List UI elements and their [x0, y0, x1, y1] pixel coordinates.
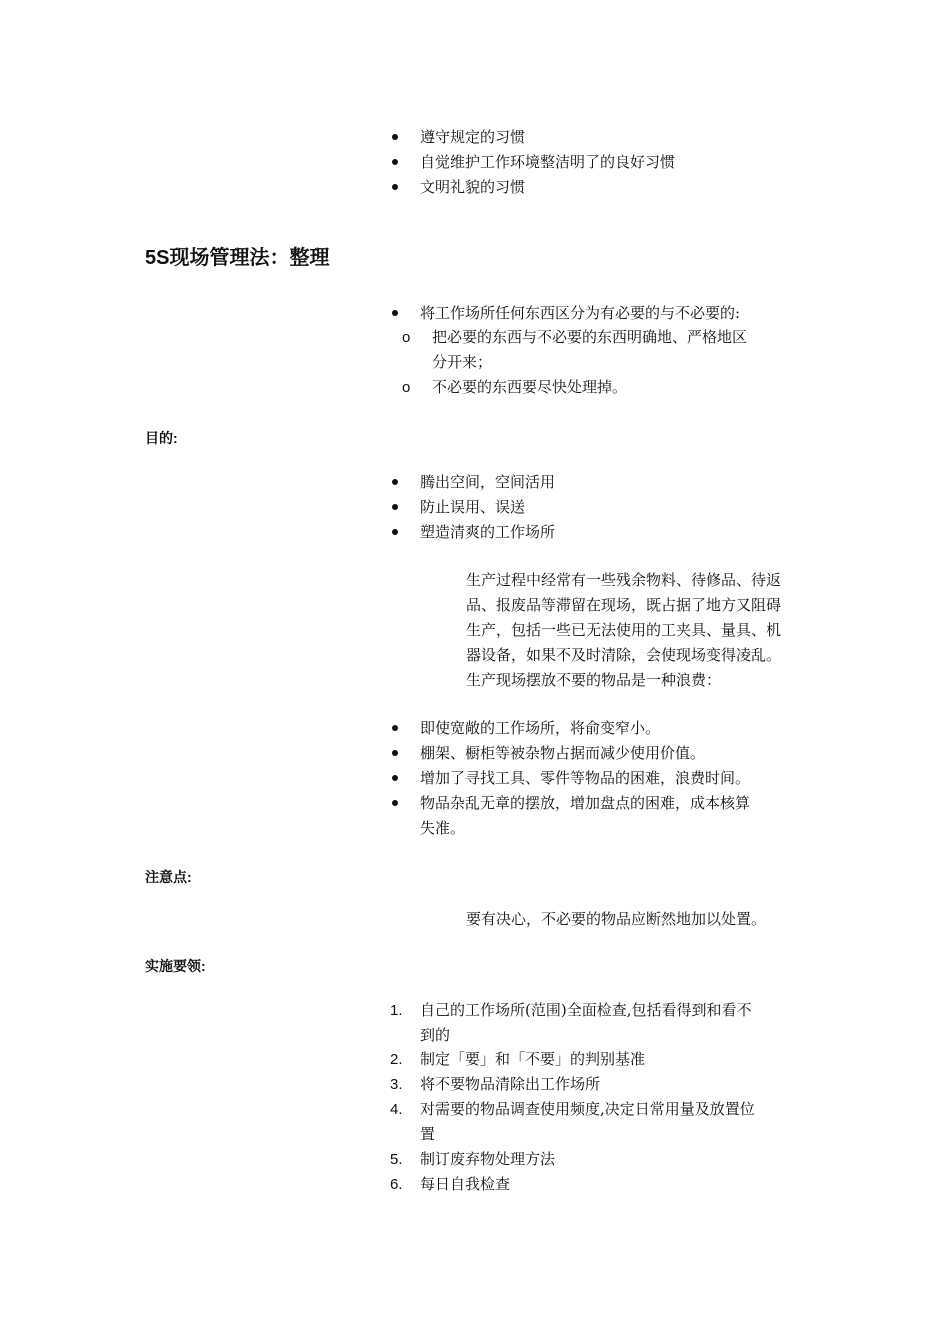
- step-text: 制定「要」和「不要」的判别基准: [420, 1050, 646, 1068]
- step-number: 2.: [390, 1051, 403, 1068]
- list-item: 防止误用、误送: [420, 498, 526, 516]
- list-item: 即使宽敞的工作场所，将俞变窄小。: [420, 719, 661, 737]
- list-item: 遵守规定的习惯: [420, 128, 526, 146]
- list-item: 物品杂乱无章的摆放，增加盘点的困难，成本核算: [420, 794, 751, 812]
- paragraph-line: 生产现场摆放不要的物品是一种浪费：: [466, 671, 722, 689]
- bullet-dot: [392, 159, 398, 165]
- bullet-dot: [392, 184, 398, 190]
- step-text-continuation: 置: [420, 1125, 436, 1143]
- bullet-dot: [392, 750, 398, 756]
- sub-bullet-marker: o: [402, 379, 411, 396]
- step-text: 制订废弃物处理方法: [420, 1150, 556, 1168]
- notes-text: 要有决心，不必要的物品应断然地加以处置。: [466, 910, 767, 928]
- step-text: 自己的工作场所(范围)全面检查,包括看得到和看不: [420, 1001, 752, 1019]
- list-item: 腾出空间，空间活用: [420, 473, 556, 491]
- paragraph-line: 生产，包括一些已无法使用的工夹具、量具、机: [466, 621, 782, 639]
- step-number: 6.: [390, 1176, 403, 1193]
- steps-label: 实施要领:: [145, 958, 206, 974]
- list-item: 塑造清爽的工作场所: [420, 523, 556, 541]
- list-item: 自觉维护工作环境整洁明了的良好习惯: [420, 153, 676, 171]
- step-number: 5.: [390, 1151, 403, 1168]
- purpose-label: 目的:: [145, 430, 178, 446]
- notes-label: 注意点:: [145, 869, 192, 885]
- step-text: 对需要的物品调查使用频度,决定日常用量及放置位: [420, 1100, 755, 1118]
- sub-item-continuation: 分开来；: [432, 353, 493, 371]
- list-item-continuation: 失准。: [420, 819, 466, 837]
- paragraph-line: 器设备，如果不及时清除，会使现场变得凌乱。: [466, 646, 782, 664]
- step-text: 每日自我检查: [420, 1175, 511, 1193]
- step-text: 将不要物品清除出工作场所: [420, 1075, 601, 1093]
- sub-item: 不必要的东西要尽快处理掉。: [432, 378, 628, 396]
- list-item: 增加了寻找工具、零件等物品的困难，浪费时间。: [420, 769, 751, 787]
- bullet-dot: [392, 310, 398, 316]
- list-item: 棚架、橱柜等被杂物占据而减少使用价值。: [420, 744, 706, 762]
- bullet-dot: [392, 479, 398, 485]
- paragraph-line: 生产过程中经常有一些残余物料、待修品、待返: [466, 571, 782, 589]
- section-title: 5S现场管理法：整理: [145, 247, 330, 269]
- step-text-continuation: 到的: [420, 1026, 451, 1044]
- bullet-dot: [392, 134, 398, 140]
- sub-item: 把必要的东西与不必要的东西明确地、严格地区: [432, 328, 748, 346]
- paragraph-line: 品、报废品等滞留在现场，既占据了地方又阻碍: [466, 596, 782, 614]
- bullet-dot: [392, 504, 398, 510]
- bullet-dot: [392, 725, 398, 731]
- step-number: 1.: [390, 1002, 403, 1019]
- bullet-dot: [392, 800, 398, 806]
- step-number: 3.: [390, 1076, 403, 1093]
- bullet-dot: [392, 775, 398, 781]
- definition-item: 将工作场所任何东西区分为有必要的与不必要的:: [420, 304, 741, 322]
- step-number: 4.: [390, 1101, 403, 1118]
- sub-bullet-marker: o: [402, 329, 411, 346]
- list-item: 文明礼貌的习惯: [420, 178, 526, 196]
- bullet-dot: [392, 529, 398, 535]
